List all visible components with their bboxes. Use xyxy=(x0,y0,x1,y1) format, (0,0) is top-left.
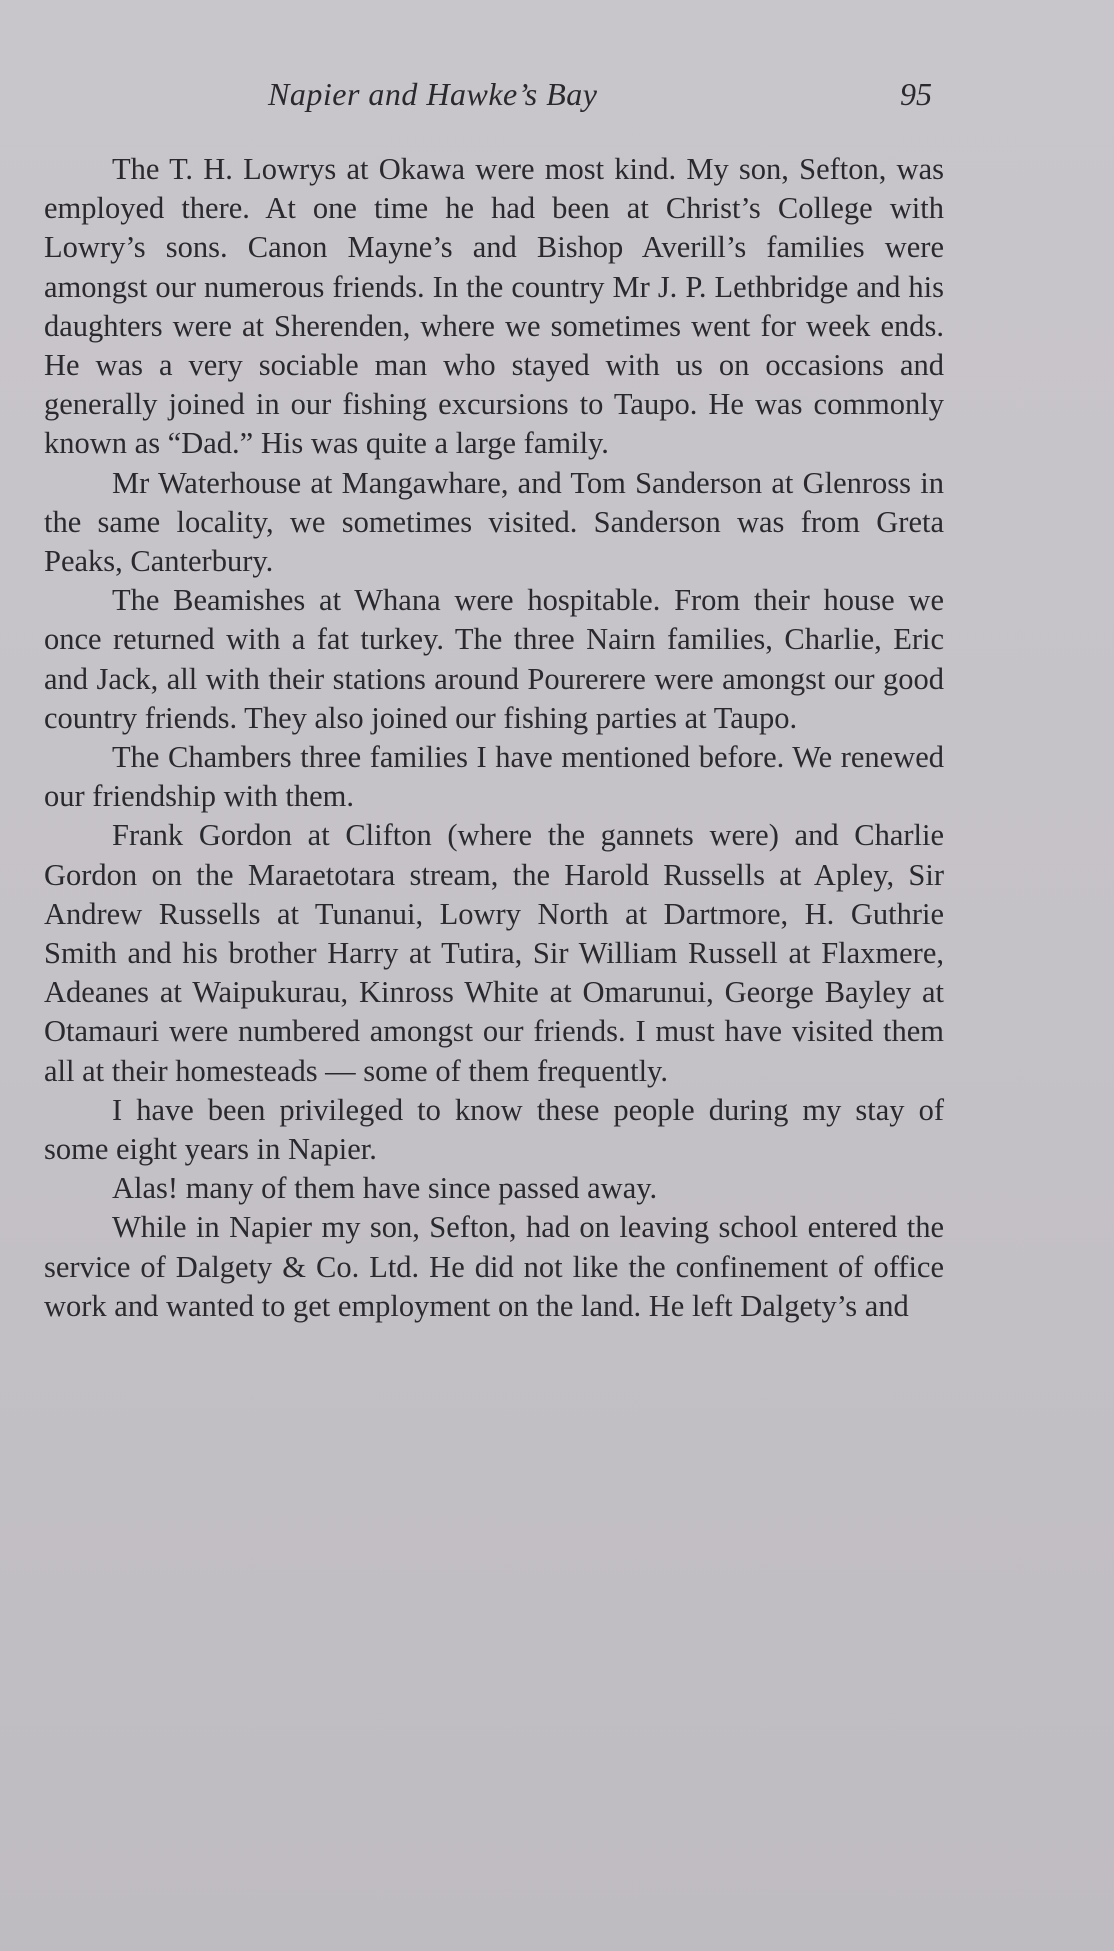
paragraph: Alas! many of them have since passed away. xyxy=(112,1171,658,1206)
body-text xyxy=(44,150,944,1326)
paragraph: While in Napier my son, Sefton, had on leaving school entered the service of Dalgety & Co. Ltd. He did not like the confinement of office work and wanted to get employment on the land. He left Dalgety’s and xyxy=(44,1210,944,1323)
page-number: 95 xyxy=(900,76,932,112)
page-header xyxy=(0,72,1114,122)
paragraph: The T. H. Lowrys at Okawa were most kind. My son, Sefton, was employed there. At one time he had been at Christ’s College with Lowry’s sons. Canon Mayne’s and Bishop Averill’s families were amongst our numerous friends. In the country Mr J. P. Lethbridge and his daughters were at Sherenden, where we sometimes went for week ends. He was a very sociable man who stayed with us on occasions and generally joined in our fishing excursions to Taupo. He was commonly known as “Dad.” His was quite a large family. xyxy=(44,152,944,461)
paragraph: The Chambers three families I have mentioned before. We renewed our friendship with them. xyxy=(44,740,944,814)
paragraph: I have been privileged to know these people during my stay of some eight years in Napier. xyxy=(44,1092,944,1167)
paragraph: The Beamishes at Whana were hospitable. From their house we once returned with a fat turkey. The three Nairn families, Charlie, Eric and Jack, all with their stations around Pourerere were amongst our good country friends. They also joined our fishing parties at Taupo. xyxy=(44,583,944,735)
paragraph: Frank Gordon at Clifton (where the gannets were) and Charlie Gordon on the Maraetotara stream, the Harold Russells at Apley, Sir Andrew Russells at Tunanui, Lowry North at Dartmore, H. Guthrie Smith and his brother Harry at Tutira, Sir William Russell at Flaxmere, Adeanes at Waipukurau, Kinross White at Omarunui, George Bayley at Otamauri were numbered amongst our friends. I must have visited them all at their homesteads — some of them frequently. xyxy=(44,818,944,1088)
running-title: Napier and Hawke’s Bay xyxy=(268,76,598,112)
paragraph: Mr Waterhouse at Mangawhare, and Tom Sanderson at Glenross in the same locality, we sometimes visited. Sanderson was from Greta Peaks, Canterbury. xyxy=(44,465,944,579)
